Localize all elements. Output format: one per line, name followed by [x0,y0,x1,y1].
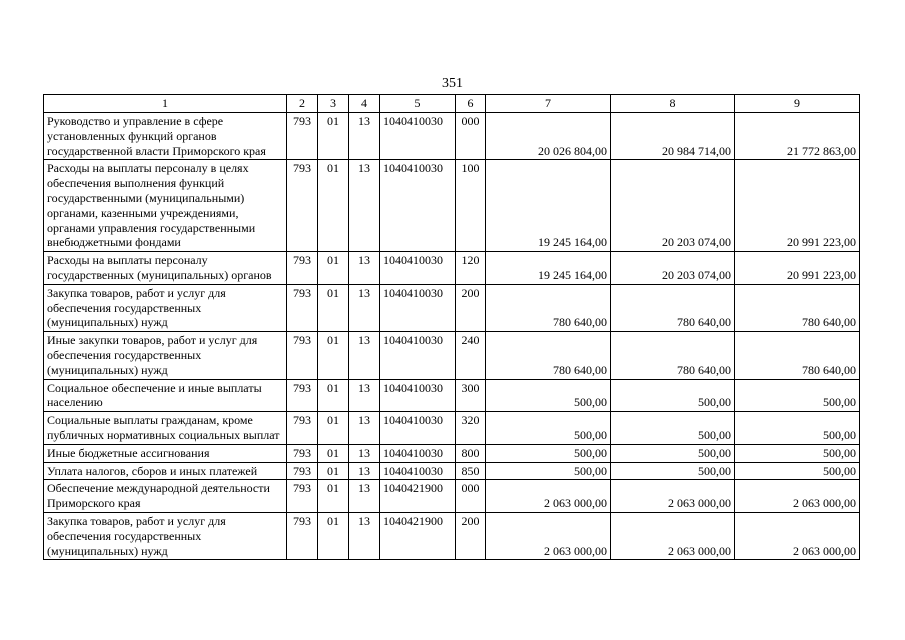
header-cell: 6 [456,95,486,113]
subsection-code: 13 [349,462,380,480]
page-number: 351 [442,76,463,91]
amount-year-2: 500,00 [611,444,735,462]
section-code: 01 [318,379,349,412]
section-code: 01 [318,512,349,559]
subsection-code: 13 [349,444,380,462]
item-name: Социальное обеспечение и иные выплаты населению [44,379,287,412]
amount-year-1: 20 026 804,00 [486,113,611,160]
section-code: 01 [318,462,349,480]
subsection-code: 13 [349,480,380,513]
amount-year-3: 780 640,00 [735,332,860,379]
amount-year-3: 21 772 863,00 [735,113,860,160]
subsection-code: 13 [349,512,380,559]
subsection-code: 13 [349,412,380,445]
table-row [44,480,860,513]
amount-year-2: 780 640,00 [611,332,735,379]
expense-type-code: 200 [456,284,486,331]
target-article-code: 1040421900 [380,480,456,513]
expense-type-code: 240 [456,332,486,379]
amount-year-1: 19 245 164,00 [486,160,611,252]
table-row [44,444,860,462]
table-row [44,160,860,252]
item-name: Уплата налогов, сборов и иных платежей [44,462,287,480]
header-cell: 1 [44,95,287,113]
admin-code: 793 [287,113,318,160]
expense-type-code: 800 [456,444,486,462]
subsection-code: 13 [349,160,380,252]
header-row [44,95,860,113]
expense-type-code: 120 [456,252,486,285]
amount-year-3: 500,00 [735,379,860,412]
section-code: 01 [318,252,349,285]
section-code: 01 [318,332,349,379]
expense-type-code: 850 [456,462,486,480]
amount-year-3: 2 063 000,00 [735,480,860,513]
section-code: 01 [318,444,349,462]
admin-code: 793 [287,480,318,513]
header-cell: 7 [486,95,611,113]
amount-year-3: 20 991 223,00 [735,252,860,285]
amount-year-2: 2 063 000,00 [611,512,735,559]
amount-year-2: 20 203 074,00 [611,160,735,252]
item-name: Иные закупки товаров, работ и услуг для обеспечения государственных (муниципальных) нужд [44,332,287,379]
amount-year-1: 500,00 [486,379,611,412]
header-cell: 2 [287,95,318,113]
header-cell: 9 [735,95,860,113]
target-article-code: 1040410030 [380,252,456,285]
amount-year-2: 2 063 000,00 [611,480,735,513]
amount-year-2: 500,00 [611,462,735,480]
section-code: 01 [318,284,349,331]
header-cell: 5 [380,95,456,113]
item-name: Закупка товаров, работ и услуг для обеспечения государственных (муниципальных) нужд [44,284,287,331]
target-article-code: 1040410030 [380,113,456,160]
admin-code: 793 [287,462,318,480]
amount-year-1: 2 063 000,00 [486,480,611,513]
target-article-code: 1040410030 [380,444,456,462]
section-code: 01 [318,113,349,160]
section-code: 01 [318,412,349,445]
target-article-code: 1040410030 [380,284,456,331]
item-name: Социальные выплаты гражданам, кроме публичных нормативных социальных выплат [44,412,287,445]
admin-code: 793 [287,444,318,462]
admin-code: 793 [287,379,318,412]
table-row [44,252,860,285]
amount-year-2: 20 203 074,00 [611,252,735,285]
target-article-code: 1040410030 [380,462,456,480]
expense-type-code: 320 [456,412,486,445]
subsection-code: 13 [349,332,380,379]
table-row [44,284,860,331]
admin-code: 793 [287,412,318,445]
amount-year-3: 500,00 [735,462,860,480]
amount-year-1: 780 640,00 [486,332,611,379]
target-article-code: 1040410030 [380,412,456,445]
amount-year-3: 780 640,00 [735,284,860,331]
admin-code: 793 [287,284,318,331]
section-code: 01 [318,480,349,513]
table-row [44,379,860,412]
admin-code: 793 [287,252,318,285]
expense-type-code: 300 [456,379,486,412]
expense-type-code: 200 [456,512,486,559]
target-article-code: 1040410030 [380,379,456,412]
amount-year-2: 20 984 714,00 [611,113,735,160]
item-name: Руководство и управление в сфере установленных функций органов государственной власти Приморского края [44,113,287,160]
table-row [44,113,860,160]
header-cell: 8 [611,95,735,113]
item-name: Обеспечение международной деятельности Приморского края [44,480,287,513]
admin-code: 793 [287,160,318,252]
section-code: 01 [318,160,349,252]
expense-type-code: 000 [456,480,486,513]
subsection-code: 13 [349,284,380,331]
admin-code: 793 [287,332,318,379]
target-article-code: 1040421900 [380,512,456,559]
item-name: Расходы на выплаты персоналу в целях обеспечения выполнения функций государственными (муниципальными) органами, казенными учреждениями, органами управления государственными внебюджетными фондами [44,160,287,252]
amount-year-3: 500,00 [735,444,860,462]
table-row [44,512,860,559]
target-article-code: 1040410030 [380,160,456,252]
item-name: Расходы на выплаты персоналу государственных (муниципальных) органов [44,252,287,285]
amount-year-1: 500,00 [486,462,611,480]
amount-year-1: 2 063 000,00 [486,512,611,559]
subsection-code: 13 [349,252,380,285]
amount-year-2: 500,00 [611,379,735,412]
expense-type-code: 000 [456,113,486,160]
target-article-code: 1040410030 [380,332,456,379]
subsection-code: 13 [349,113,380,160]
item-name: Иные бюджетные ассигнования [44,444,287,462]
expense-type-code: 100 [456,160,486,252]
amount-year-3: 20 991 223,00 [735,160,860,252]
amount-year-1: 19 245 164,00 [486,252,611,285]
amount-year-3: 500,00 [735,412,860,445]
amount-year-3: 2 063 000,00 [735,512,860,559]
amount-year-1: 500,00 [486,444,611,462]
amount-year-1: 500,00 [486,412,611,445]
header-cell: 4 [349,95,380,113]
budget-table [43,94,860,560]
header-cell: 3 [318,95,349,113]
item-name: Закупка товаров, работ и услуг для обеспечения государственных (муниципальных) нужд [44,512,287,559]
amount-year-2: 500,00 [611,412,735,445]
subsection-code: 13 [349,379,380,412]
table-row [44,412,860,445]
table-row [44,462,860,480]
table-row [44,332,860,379]
admin-code: 793 [287,512,318,559]
amount-year-1: 780 640,00 [486,284,611,331]
amount-year-2: 780 640,00 [611,284,735,331]
